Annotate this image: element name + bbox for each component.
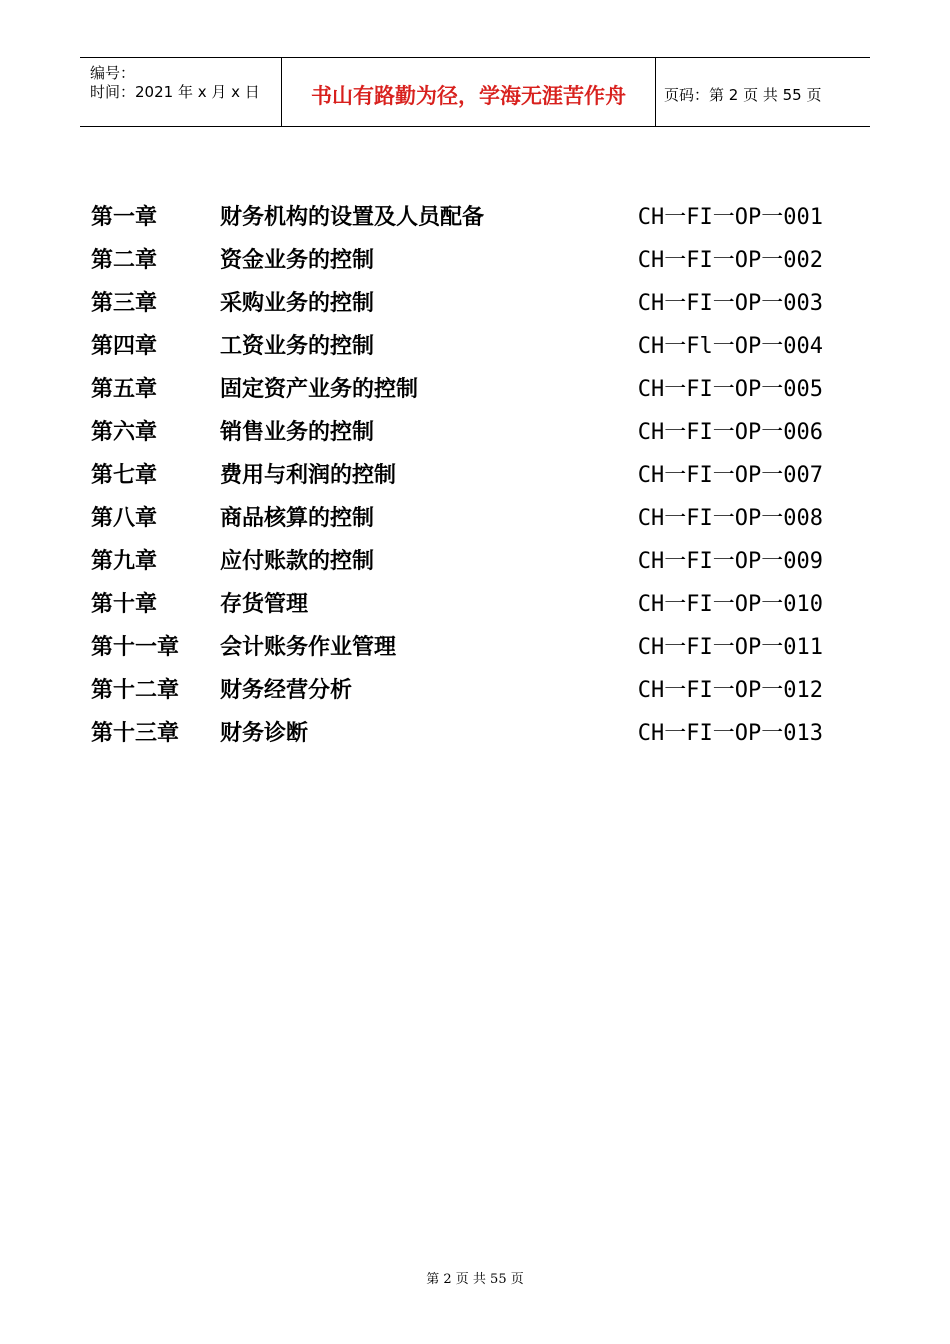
page-footer — [0, 1268, 950, 1287]
chapter-title: 销售业务的控制 — [220, 419, 375, 445]
chapter-title: 应付账款的控制 — [220, 548, 375, 574]
date-label: 时间：2021 年 x 月 x 日 — [90, 83, 260, 101]
chapter-title: 存货管理 — [220, 591, 309, 617]
header-motto-cell — [281, 58, 656, 126]
chapter-number: 第四章 — [91, 333, 158, 359]
toc-row — [0, 710, 950, 753]
chapter-number: 第十三章 — [91, 720, 180, 746]
page-info: 页码：第 2 页 共 55 页 — [664, 86, 822, 104]
chapter-code: CH一FI一OP一007 — [637, 463, 823, 488]
chapter-code: CH一FI一OP一002 — [637, 248, 823, 273]
chapter-number: 第八章 — [91, 505, 158, 531]
chapter-title: 会计账务作业管理 — [220, 634, 397, 660]
toc-row — [0, 280, 950, 323]
toc-row — [0, 495, 950, 538]
chapter-number: 第十二章 — [91, 677, 180, 703]
chapter-code: CH一FI一OP一001 — [637, 205, 823, 230]
chapter-code: CH一Fl一OP一004 — [637, 334, 823, 359]
chapter-number: 第十章 — [91, 591, 158, 617]
chapter-code: CH一FI一OP一009 — [637, 549, 823, 574]
chapter-title: 资金业务的控制 — [220, 247, 375, 273]
footer-page-number: 第 2 页 共 55 页 — [426, 1272, 524, 1287]
chapter-code: CH一FI一OP一006 — [637, 420, 823, 445]
chapter-number: 第五章 — [91, 376, 158, 402]
toc-row — [0, 409, 950, 452]
chapter-code: CH一FI一OP一008 — [637, 506, 823, 531]
chapter-title: 采购业务的控制 — [220, 290, 375, 316]
chapter-code: CH一FI一OP一011 — [637, 635, 823, 660]
toc-row — [0, 581, 950, 624]
toc-row — [0, 624, 950, 667]
motto: 书山有路勤为径，学海无涯苦作舟 — [311, 83, 626, 108]
toc-row — [0, 194, 950, 237]
chapter-number: 第九章 — [91, 548, 158, 574]
serial-label: 编号： — [90, 64, 136, 82]
page-header — [80, 57, 870, 127]
chapter-code: CH一FI一OP一010 — [637, 592, 823, 617]
chapter-code: CH一FI一OP一005 — [637, 377, 823, 402]
header-meta-cell — [80, 58, 280, 126]
toc-row — [0, 323, 950, 366]
chapter-number: 第十一章 — [91, 634, 180, 660]
toc-row — [0, 237, 950, 280]
chapter-number: 第一章 — [91, 204, 158, 230]
chapter-title: 工资业务的控制 — [220, 333, 375, 359]
toc-row — [0, 366, 950, 409]
toc-row — [0, 452, 950, 495]
chapter-number: 第六章 — [91, 419, 158, 445]
chapter-code: CH一FI一OP一012 — [637, 678, 823, 703]
toc-row — [0, 667, 950, 710]
chapter-title: 财务机构的设置及人员配备 — [220, 204, 485, 230]
chapter-number: 第三章 — [91, 290, 158, 316]
chapter-code: CH一FI一OP一003 — [637, 291, 823, 316]
chapter-title: 财务经营分析 — [220, 677, 353, 703]
chapter-title: 固定资产业务的控制 — [220, 376, 419, 402]
chapter-number: 第七章 — [91, 462, 158, 488]
header-page-cell — [655, 58, 870, 126]
toc-row — [0, 538, 950, 581]
chapter-title: 财务诊断 — [220, 720, 309, 746]
chapter-title: 费用与利润的控制 — [220, 462, 397, 488]
table-of-contents — [0, 194, 950, 753]
chapter-number: 第二章 — [91, 247, 158, 273]
chapter-code: CH一FI一OP一013 — [637, 721, 823, 746]
chapter-title: 商品核算的控制 — [220, 505, 375, 531]
